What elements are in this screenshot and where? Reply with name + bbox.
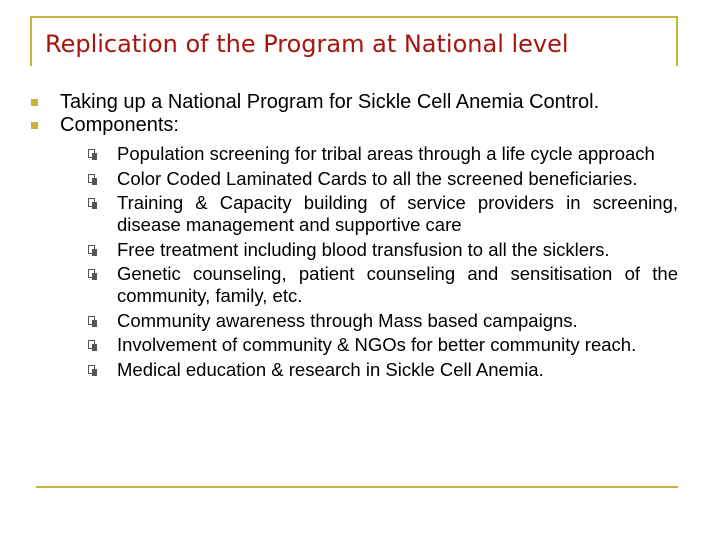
component-item [60, 168, 678, 190]
component-item [60, 143, 678, 165]
component-text: Population screening for tribal areas through a life cycle approach [117, 143, 655, 164]
component-text: Medical education & research in Sickle Cell Anemia. [117, 358, 544, 380]
main-bullet-text: Taking up a National Program for Sickle Cell Anemia Control. [60, 91, 600, 113]
frame-left-line [30, 16, 32, 66]
shadow-square-bullet-icon [88, 340, 95, 349]
components-list [60, 143, 678, 381]
component-text: Involvement of community & NGOs for better community reach. [117, 334, 637, 355]
main-bullet-item [28, 91, 678, 114]
shadow-square-bullet-icon [88, 174, 95, 183]
component-item [60, 310, 678, 332]
component-item [60, 239, 678, 261]
main-bullet-list [28, 91, 678, 381]
component-text: Community awareness through Mass based campaigns. [117, 309, 578, 331]
component-text: Genetic counseling, patient counseling and sensitisation of the community, family, etc. [117, 263, 678, 306]
shadow-square-bullet-icon [88, 198, 95, 207]
frame-bottom-line [36, 486, 678, 488]
frame-right-line [676, 16, 678, 66]
slide-content [28, 91, 678, 383]
slide-title: Replication of the Program at National level [45, 30, 569, 58]
frame-top-line [30, 16, 678, 18]
shadow-square-bullet-icon [88, 365, 95, 374]
component-item [60, 359, 678, 381]
square-bullet-icon [31, 99, 38, 106]
shadow-square-bullet-icon [88, 316, 95, 325]
square-bullet-icon [31, 122, 38, 129]
component-item [60, 192, 678, 236]
component-text: Color Coded Laminated Cards to all the screened beneficiaries. [117, 167, 638, 189]
component-text: Training & Capacity building of service providers in screening, disease management and supportive care [117, 192, 678, 235]
component-item [60, 263, 678, 307]
shadow-square-bullet-icon [88, 269, 95, 278]
main-bullet-text: Components: [60, 114, 179, 136]
component-item [60, 334, 678, 356]
component-text: Free treatment including blood transfusion to all the sicklers. [117, 238, 610, 260]
shadow-square-bullet-icon [88, 245, 95, 254]
shadow-square-bullet-icon [88, 149, 95, 158]
main-bullet-item [28, 114, 678, 381]
